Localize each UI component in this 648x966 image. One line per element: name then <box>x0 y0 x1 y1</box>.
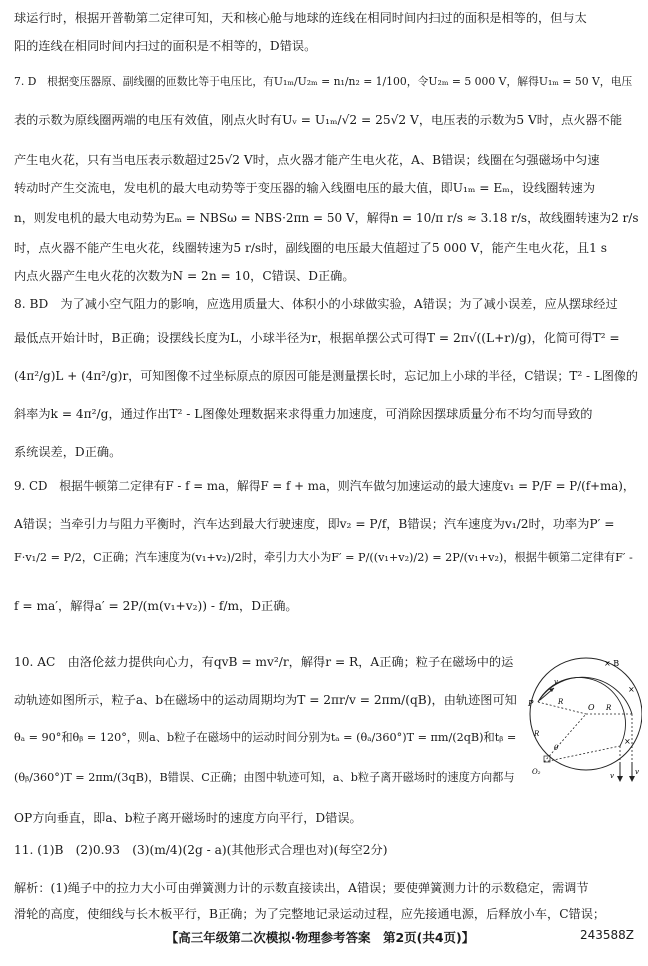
footer-doc-code: 243588Z <box>579 928 634 942</box>
label-velocity-3: v <box>610 772 614 780</box>
text-line: 最低点开始计时，B正确；设摆线长度为L，小球半径为r，根据单摆公式可得T = 2π√((L+r)/g)，化简可得T² = <box>14 331 620 345</box>
text-line: 系统误差，D正确。 <box>14 445 122 459</box>
text-line: 球运行时，根据开普勒第二定律可知，天和核心舱与地球的连线在相同时间内扫过的面积是相等的，但与太 <box>14 11 587 25</box>
text-line: 10. AC 由洛伦兹力提供向心力，有qvB = mv²/r，解得r = R，A正确；粒子在磁场中的运 <box>14 655 514 669</box>
text-line: θₐ = 90°和θᵦ = 120°，则a、b粒子在磁场中的运动时间分别为tₐ = (θₐ/360°)T = πm/(2qB)和tᵦ = <box>14 731 517 744</box>
label-radius-1: R <box>558 698 564 706</box>
label-velocity-2: v <box>635 768 639 776</box>
text-line: F·v₁/2 = P/2，C正确；汽车速度为(v₁+v₂)/2时，牵引力大小为F′ = P/((v₁+v₂)/2) = 2P/(v₁+v₂)，根据牛顿第二定律有F′ - <box>14 551 633 564</box>
label-velocity-1: v <box>554 678 558 686</box>
field-label-b2: × <box>628 685 635 694</box>
text-line: 11. (1)B (2)0.93 (3)(m/4)(2g - a)(其他形式合理也对)(每空2分) <box>14 843 388 857</box>
label-point-p: P <box>528 699 534 708</box>
text-line: 9. CD 根据牛顿第二定律有F - f = ma，解得F = f + ma，则汽车做匀加速运动的最大速度v₁ = P/F = P/(f+ma)， <box>14 479 635 493</box>
label-point-o: O <box>588 703 595 712</box>
label-radius-2: R <box>606 704 612 712</box>
text-line: 8. BD 为了减小空气阻力的影响，应选用质量大、体积小的小球做实验，A错误；为了减小误差，应从摆球经过 <box>14 297 618 311</box>
text-line: n，则发电机的最大电动势为Eₘ = NBSω = NBS·2πn = 50 V，解得n = 10/π r/s ≈ 3.18 r/s，故线圈转速为2 r/s <box>14 211 639 225</box>
field-label-b1: × B <box>604 659 620 668</box>
text-line: 解析：(1)绳子中的拉力大小可由弹簧测力计的示数直接读出，A错误；要使弹簧测力计的示数稳定，需调节 <box>14 881 589 895</box>
text-line: 转动时产生交流电，发电机的最大电动势等于变压器的输入线圈电压的最大值，即U₁ₘ = Eₘ，设线圈转速为 <box>14 181 596 195</box>
field-label-b3: × <box>624 737 631 746</box>
text-line: 内点火器产生电火花的次数为N = 2n = 10，C错误、D正确。 <box>14 269 355 283</box>
text-line: 表的示数为原线圈两端的电压有效值，刚点火时有Uᵥ = U₁ₘ/√2 = 25√2 V，电压表的示数为5 V时，点火器不能 <box>14 113 623 127</box>
text-line: 斜率为k = 4π²/g，通过作出T² - L图像处理数据来求得重力加速度，可消除因摆球质量分布不均匀而导致的 <box>14 407 593 421</box>
velocity-arrow-head-2 <box>629 776 635 782</box>
text-line: f = ma′，解得a′ = 2P/(m(v₁+v₂)) - f/m，D正确。 <box>14 599 298 613</box>
text-line: 滑轮的高度，使细线与长木板平行，B正确；为了完整地记录运动过程，应先接通电源，后释放小车，C错误； <box>14 907 606 921</box>
magnetic-field-trajectory-figure <box>524 652 642 787</box>
text-line: 时，点火器不能产生电火花，线圈转速为5 r/s时，副线圈的电压最大值超过了5 000 V，能产生电火花，且1 s <box>14 241 607 255</box>
text-line: 动轨迹如图所示，粒子a、b在磁场中的运动周期均为T = 2πr/v = 2πm/(qB)，由轨迹图可知 <box>14 693 517 707</box>
page-footer <box>0 928 648 952</box>
text-line: 7. D 根据变压器原、副线圈的匝数比等于电压比，有U₁ₘ/U₂ₘ = n₁/n₂ = 1/100，令U₂ₘ = 5 000 V，解得U₁ₘ = 50 V，电压 <box>14 75 633 88</box>
trajectory-a <box>538 677 632 714</box>
label-radius-3: R <box>534 730 540 738</box>
text-line: OP方向垂直，即a、b粒子离开磁场时的速度方向平行，D错误。 <box>14 811 362 825</box>
text-line: A错误；当牵引力与阻力平衡时，汽车达到最大行驶速度，即v₂ = P/f，B错误；汽车速度为v₁/2时，功率为P′ = <box>14 517 615 531</box>
label-point-o2: O₂ <box>532 768 541 776</box>
velocity-arrow-head-3 <box>617 776 623 782</box>
label-theta: θ <box>554 744 559 752</box>
text-line: 产生电火花，只有当电压表示数超过25√2 V时，点火器才能产生电火花，A、B错误；线圈在匀强磁场中匀速 <box>14 153 600 167</box>
text-line: 阳的连线在相同时间内扫过的面积是不相等的，D错误。 <box>14 39 317 53</box>
text-line: (4π²/g)L + (4π²/g)r，可知图像不过坐标原点的原因可能是测量摆长时，忘记加上小球的半径，C错误；T² - L图像的 <box>14 369 638 383</box>
footer-page-info: 【高三年级第二次模拟·物理参考答案 第2页(共4页)】 <box>165 930 475 945</box>
text-line: (θᵦ/360°)T = 2πm/(3qB)，B错误、C正确；由图中轨迹可知，a、b粒子离开磁场时的速度方向都与 <box>14 771 515 784</box>
